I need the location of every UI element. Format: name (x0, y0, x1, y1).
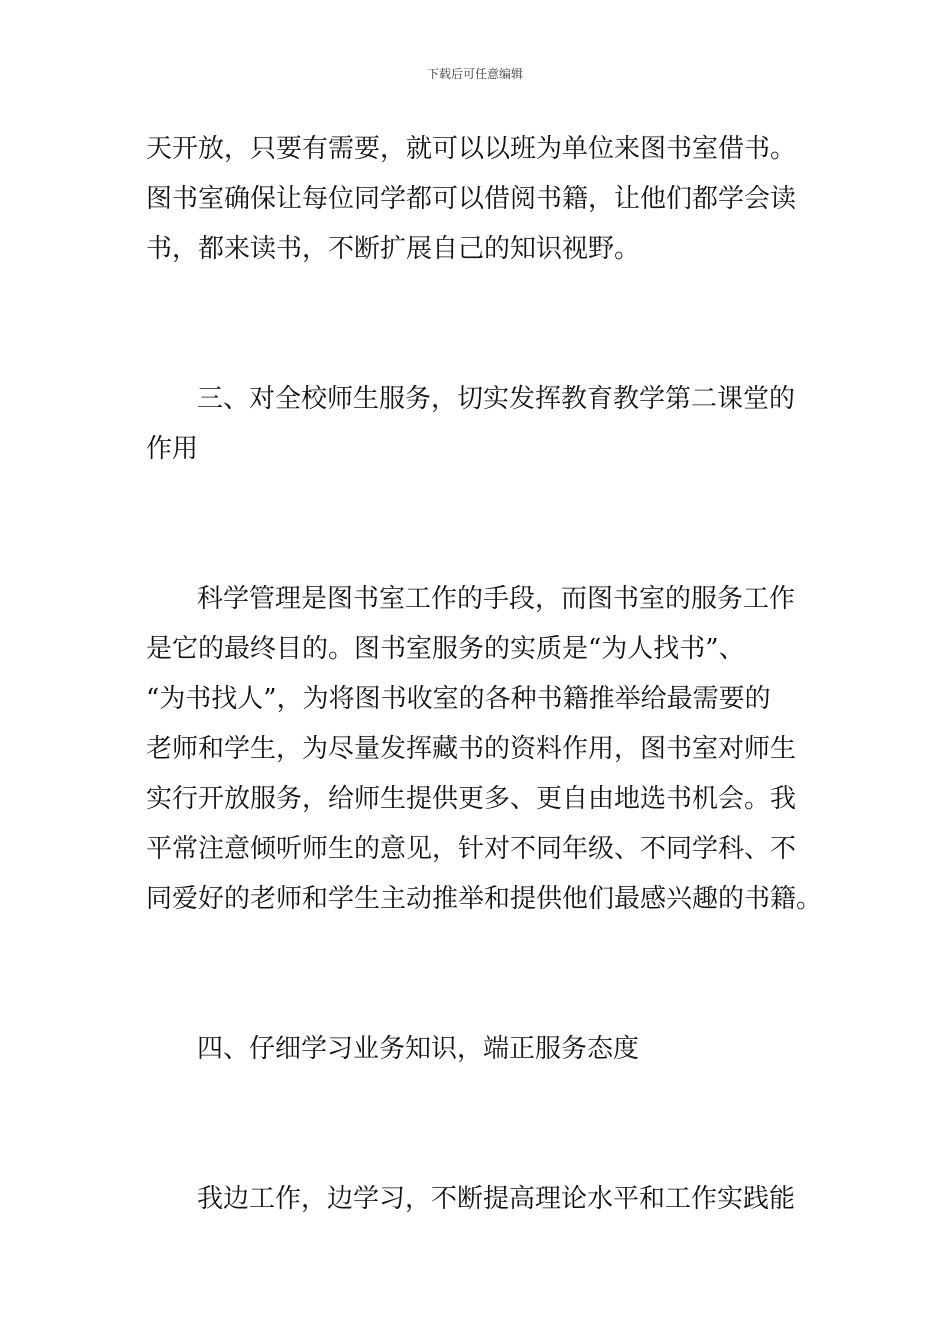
text-line: 我边工作，边学习，不断提高理论水平和工作实践能 (197, 1184, 796, 1214)
text-line: 作用 (146, 434, 199, 464)
text-line: 四、仔细学习业务知识，端正服务态度 (197, 1034, 640, 1064)
text-line: 天开放，只要有需要，就可以以班为单位来图书室借书。 (146, 134, 797, 164)
text-line: 是它的最终目的。图书室服务的实质是“为人找书”、 (146, 634, 745, 664)
text-line: 书，都来读书，不断扩展自己的知识视野。 (146, 234, 641, 264)
text-line: “为书找人”，为将图书收室的各种书籍推举给最需要的 (146, 684, 771, 714)
text-line: 图书室确保让每位同学都可以借阅书籍，让他们都学会读 (146, 184, 797, 214)
text-line: 实行开放服务，给师生提供更多、更自由地选书机会。我 (146, 784, 797, 814)
text-line: 老师和学生，为尽量发挥藏书的资料作用，图书室对师生 (146, 734, 797, 764)
text-line: 三、对全校师生服务，切实发挥教育教学第二课堂的 (197, 384, 796, 414)
page-header-note: 下载后可任意编辑 (426, 67, 523, 81)
text-line: 科学管理是图书室工作的手段，而图书室的服务工作 (197, 584, 796, 614)
text-line: 同爱好的老师和学生主动推举和提供他们最感兴趣的书籍。 (146, 884, 823, 914)
text-line: 平常注意倾听师生的意见，针对不同年级、不同学科、不 (146, 834, 797, 864)
